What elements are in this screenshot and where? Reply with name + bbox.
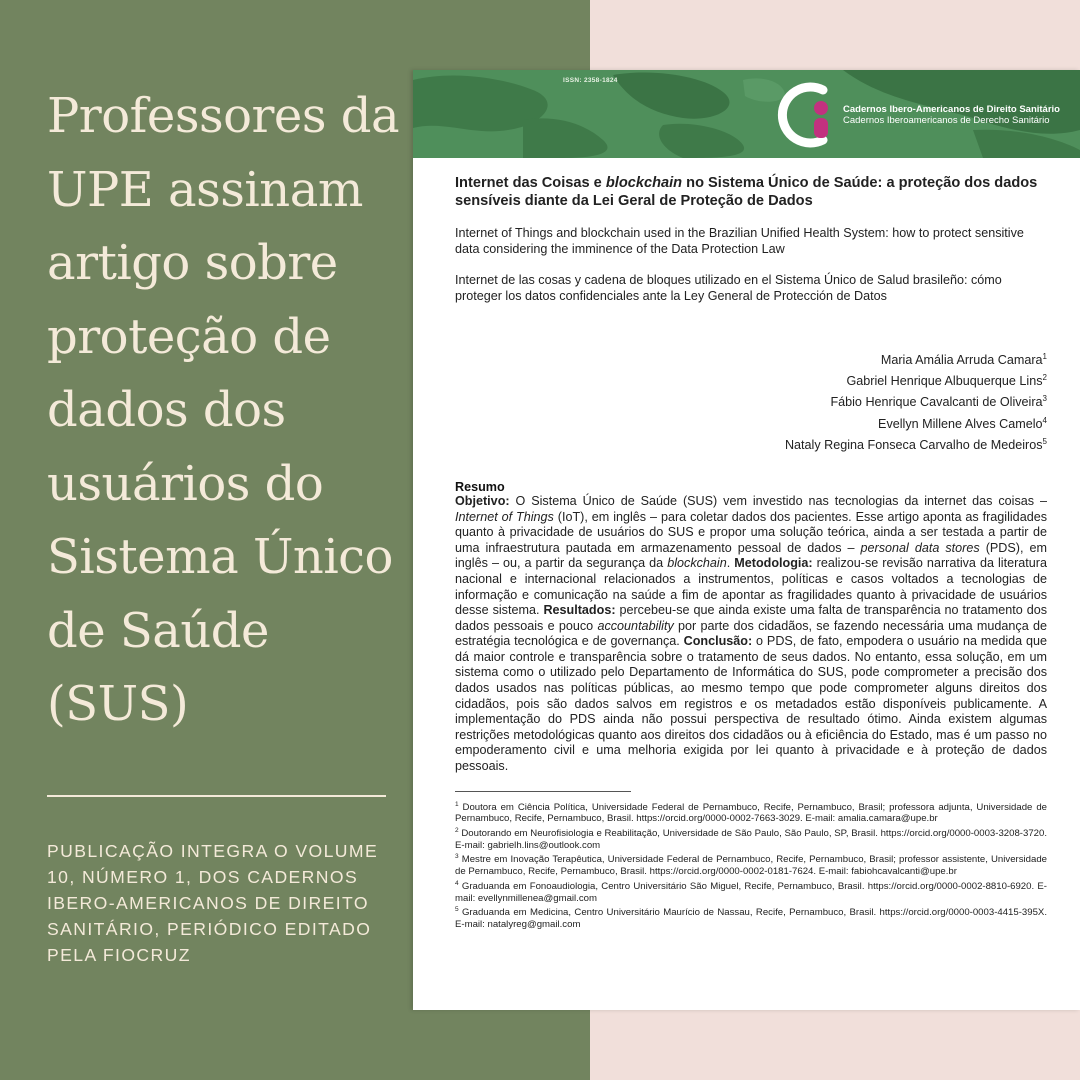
title-pt-part: Internet das Coisas e bbox=[455, 175, 606, 191]
article-title-es: Internet de las cosas y cadena de bloques utilizado en el Sistema Único de Salud brasileño: cómo proteger los datos confidenciales ante la Ley General de Protección de Datos bbox=[455, 273, 1002, 303]
footnote-item bbox=[455, 825, 1047, 851]
footnote-mark: 3 bbox=[455, 853, 459, 861]
author-mark: 5 bbox=[1042, 436, 1047, 446]
metodologia-label: Metodologia: bbox=[734, 556, 813, 571]
author-name: Evellyn Millene Alves Camelo bbox=[878, 416, 1043, 431]
issn-label: ISSN: 2358-1824 bbox=[563, 77, 618, 84]
conclusao-label: Conclusão: bbox=[683, 634, 753, 649]
title-pt-italic: blockchain bbox=[605, 175, 683, 191]
objetivo-label: Objetivo: bbox=[455, 493, 510, 508]
article-title-pt bbox=[455, 174, 1047, 210]
footnote-item bbox=[455, 851, 1047, 877]
divider-line bbox=[47, 795, 386, 797]
journal-name-es: Cadernos Iberoamericanos de Derecho Sanitário bbox=[843, 115, 1050, 126]
author-name: Maria Amália Arruda Camara bbox=[880, 353, 1043, 368]
abstract-text bbox=[455, 494, 1047, 775]
footnote-item bbox=[455, 799, 1047, 825]
article-page-image bbox=[413, 70, 1080, 1010]
footnote-text: Graduanda em Fonoaudiologia, Centro Universitário São Miguel, Recife, Pernambuco, Brasil. https://orcid.org/0000-0002-8810-6920. E-mail: evellynmillenea@gmail.com bbox=[455, 880, 1047, 904]
resumo-heading: Resumo bbox=[455, 479, 505, 494]
footnote-mark: 5 bbox=[455, 906, 459, 914]
author-line bbox=[455, 433, 1047, 454]
author-mark: 4 bbox=[1042, 415, 1047, 425]
abstract-italic: blockchain bbox=[667, 556, 727, 571]
article-body bbox=[455, 174, 1047, 931]
abstract-span: (IoT), em inglês – para coletar dados dos pacientes. Esse artigo aponta as fragilidades quanto à privacidade de usuários do SUS e propor uma solução teórica, ainda a ser testada a partir de uma infraestrutura pautada em armazenamento pessoal de dados – bbox=[455, 509, 1047, 555]
journal-logo-icon bbox=[775, 80, 845, 150]
footnote-mark: 4 bbox=[455, 879, 459, 887]
author-name: Nataly Regina Fonseca Carvalho de Medeiros bbox=[784, 437, 1043, 452]
abstract-italic: personal data stores bbox=[860, 540, 980, 555]
post-subline: PUBLICAÇÃO INTEGRA O VOLUME 10, NÚMERO 1, DOS CADERNOS IBERO-AMERICANOS DE DIREITO SANITÁRIO, PERIÓDICO EDITADO PELA FIOCRUZ bbox=[47, 841, 379, 965]
title-pt-part: no Sistema Único de Saúde: a proteção dos dados sensíveis diante da Lei Geral de Proteção de Dados bbox=[455, 175, 1038, 209]
abstract-span: realizou-se revisão narrativa da literatura nacional e internacional relacionados a instrumentos, políticas e casos voltados a tecnologias de informação e comunicação na saúde a fim de apontar as fragilidades quanto à privacidade de usuários desse sistema. bbox=[455, 556, 1048, 618]
resultados-label: Resultados: bbox=[543, 603, 616, 618]
article-title-en: Internet of Things and blockchain used in the Brazilian Unified Health System: how to protect sensitive data considering the imminence of the Data Protection Law bbox=[455, 226, 1024, 256]
footnote-mark: 1 bbox=[455, 800, 459, 808]
footnote-text: Graduanda em Medicina, Centro Universitário Maurício de Nassau, Recife, Pernambuco, Brasil. https://orcid.org/0000-0003-4415-395X. E-mail: natalyreg@gmail.com bbox=[455, 907, 1047, 930]
abstract-italic: Internet of Things bbox=[455, 509, 554, 524]
author-name: Fábio Henrique Cavalcanti de Oliveira bbox=[830, 395, 1043, 410]
author-line bbox=[455, 412, 1047, 433]
post-headline: Professores da UPE assinam artigo sobre proteção de dados dos usuários do Sistema Único de Saúde (SUS) bbox=[47, 88, 400, 732]
journal-name bbox=[843, 104, 1073, 126]
abstract-italic: accountability bbox=[597, 618, 674, 633]
footnote-text: Doutora em Ciência Política, Universidade Federal de Pernambuco, Recife, Pernambuco, Brasil; professora adjunta, Universidade de Pernambuco, Recife, Pernambuco, Brasil. https://orcid.org/0000-0002-7663-3029. E-mail: amalia.camara@upe.br bbox=[455, 801, 1047, 825]
author-line bbox=[455, 390, 1047, 411]
footnote-text: Doutorando em Neurofisiologia e Reabilitação, Universidade de São Paulo, São Paulo, SP, Brasil. https://orcid.org/0000-0003-3208-3720. E-mail: gabrielh.lins@outlook.com bbox=[455, 828, 1047, 851]
abstract-span: O Sistema Único de Saúde (SUS) vem investido nas tecnologias da internet das coisas – bbox=[509, 493, 1047, 508]
footnote-item bbox=[455, 904, 1047, 930]
abstract-span: percebeu-se que ainda existe uma falta de transparência no tratamento dos dados pessoais e pouco bbox=[455, 603, 1048, 633]
abstract-span: . bbox=[726, 556, 735, 571]
author-line bbox=[455, 369, 1047, 390]
author-line bbox=[455, 348, 1047, 369]
journal-name-pt: Cadernos Ibero-Americanos de Direito Sanitário bbox=[843, 104, 1060, 115]
author-mark: 2 bbox=[1042, 373, 1047, 383]
footnote-mark: 2 bbox=[455, 827, 459, 834]
author-mark: 3 bbox=[1042, 394, 1047, 404]
author-name: Gabriel Henrique Albuquerque Lins bbox=[846, 374, 1043, 389]
footnote-item bbox=[455, 878, 1047, 904]
footnote-rule bbox=[455, 791, 631, 792]
author-mark: 1 bbox=[1042, 352, 1047, 361]
footnote-text: Mestre em Inovação Terapêutica, Universidade Federal de Pernambuco, Recife, Pernambuco, Brasil; professor assistente, Universidade de Pernambuco, Recife, Pernambuco, Brasil. https://orcid.org/0000-0002-0181-7624. E-mail: fabiohcavalcanti@upe.br bbox=[455, 854, 1047, 878]
abstract-span: (PDS), em inglês – ou, a partir da segurança da bbox=[455, 540, 1047, 571]
footnotes bbox=[455, 799, 1047, 931]
journal-banner bbox=[413, 70, 1080, 158]
abstract-span: por parte dos cidadãos, se fazendo necessária uma mudança de estratégia tecnológica e de governança. bbox=[455, 618, 1047, 649]
author-list bbox=[455, 348, 1047, 454]
abstract-span: o PDS, de fato, empodera o usuário na medida que dá maior controle e transparência sobre o tratamento de seus dados. No entanto, essa solução, em um sistema como o utilizado pelo Departamento de Informática do SUS, pode comprometer a precisão dos dados usados nas políticas públicas, ao mesmo tempo que pode comprometer alguns direitos dos cidadãos, pois são dados salvos em registros e os metadados estão disponíveis publicamente. A implementação do PDS ainda não possui perspectiva de resultado ótimo. Ainda existem algumas restrições metodológicas quanto aos direitos dos cidadãos ou à eficiência do Estado, mas é um passo no empoderamento civil e uma melhoria exigida por lei quanto à privacidade e à proteção de dados pessoais. bbox=[455, 634, 1047, 774]
